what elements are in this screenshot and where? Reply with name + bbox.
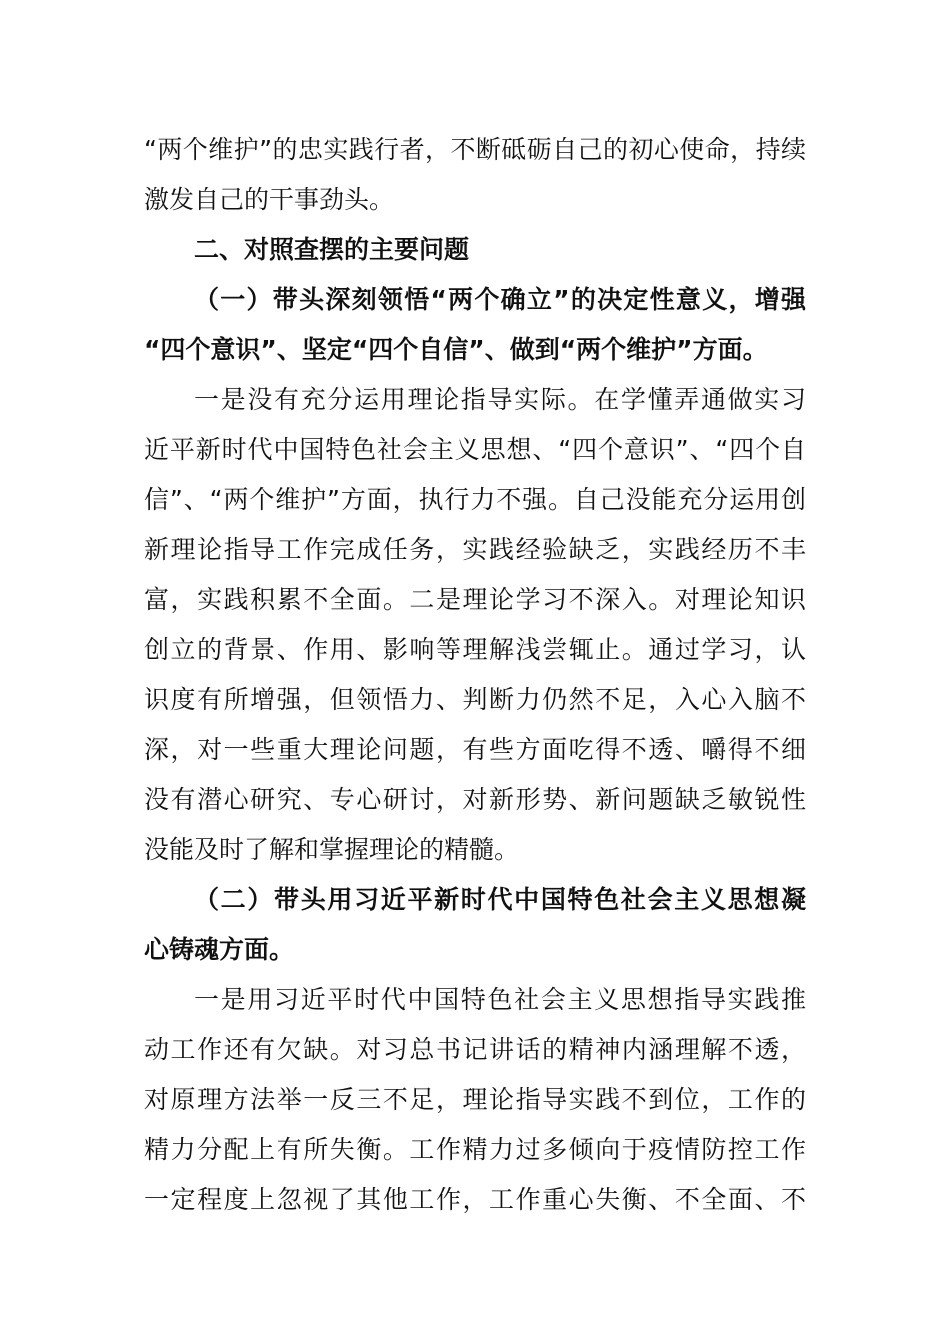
paragraph-line: 对原理方法举一反三不足，理论指导实践不到位，工作的 <box>144 1085 806 1114</box>
subsection-heading: （二）带头用习近平新时代中国特色社会主义思想凝 <box>194 885 806 914</box>
subsection-heading: 心铸魂方面。 <box>144 935 295 964</box>
paragraph-line: 新理论指导工作完成任务，实践经验缺乏，实践经历不丰 <box>144 535 806 564</box>
paragraph-line: 没有潜心研究、专心研讨，对新形势、新问题缺乏敏锐性 <box>144 785 806 814</box>
subsection-heading: “四个意识”、坚定“四个自信”、做到“两个维护”方面。 <box>144 335 768 364</box>
paragraph-line: 一是用习近平时代中国特色社会主义思想指导实践推 <box>194 985 806 1014</box>
section-heading: 二、对照查摆的主要问题 <box>194 235 470 264</box>
paragraph-line: 近平新时代中国特色社会主义思想、“四个意识”、“四个自 <box>144 435 806 464</box>
paragraph-line: “两个维护”的忠实践行者，不断砥砺自己的初心使命，持续 <box>144 135 806 164</box>
paragraph-line: 动工作还有欠缺。对习总书记讲话的精神内涵理解不透， <box>144 1035 806 1064</box>
paragraph-line: 创立的背景、作用、影响等理解浅尝辄止。通过学习，认 <box>144 635 806 664</box>
paragraph-line: 深，对一些重大理论问题，有些方面吃得不透、嚼得不细 <box>144 735 806 764</box>
subsection-heading: （一）带头深刻领悟“两个确立”的决定性意义，增强 <box>194 285 806 314</box>
paragraph-line: 激发自己的干事劲头。 <box>144 185 395 214</box>
paragraph-line: 一定程度上忽视了其他工作，工作重心失衡、不全面、不 <box>144 1185 806 1214</box>
paragraph-line: 一是没有充分运用理论指导实际。在学懂弄通做实习 <box>194 385 806 414</box>
paragraph-line: 没能及时了解和掌握理论的精髓。 <box>144 835 520 864</box>
paragraph-line: 精力分配上有所失衡。工作精力过多倾向于疫情防控工作 <box>144 1135 806 1164</box>
paragraph-line: 信”、“两个维护”方面，执行力不强。自己没能充分运用创 <box>144 485 806 514</box>
paragraph-line: 富，实践积累不全面。二是理论学习不深入。对理论知识 <box>144 585 806 614</box>
paragraph-line: 识度有所增强，但领悟力、判断力仍然不足，入心入脑不 <box>144 685 806 714</box>
